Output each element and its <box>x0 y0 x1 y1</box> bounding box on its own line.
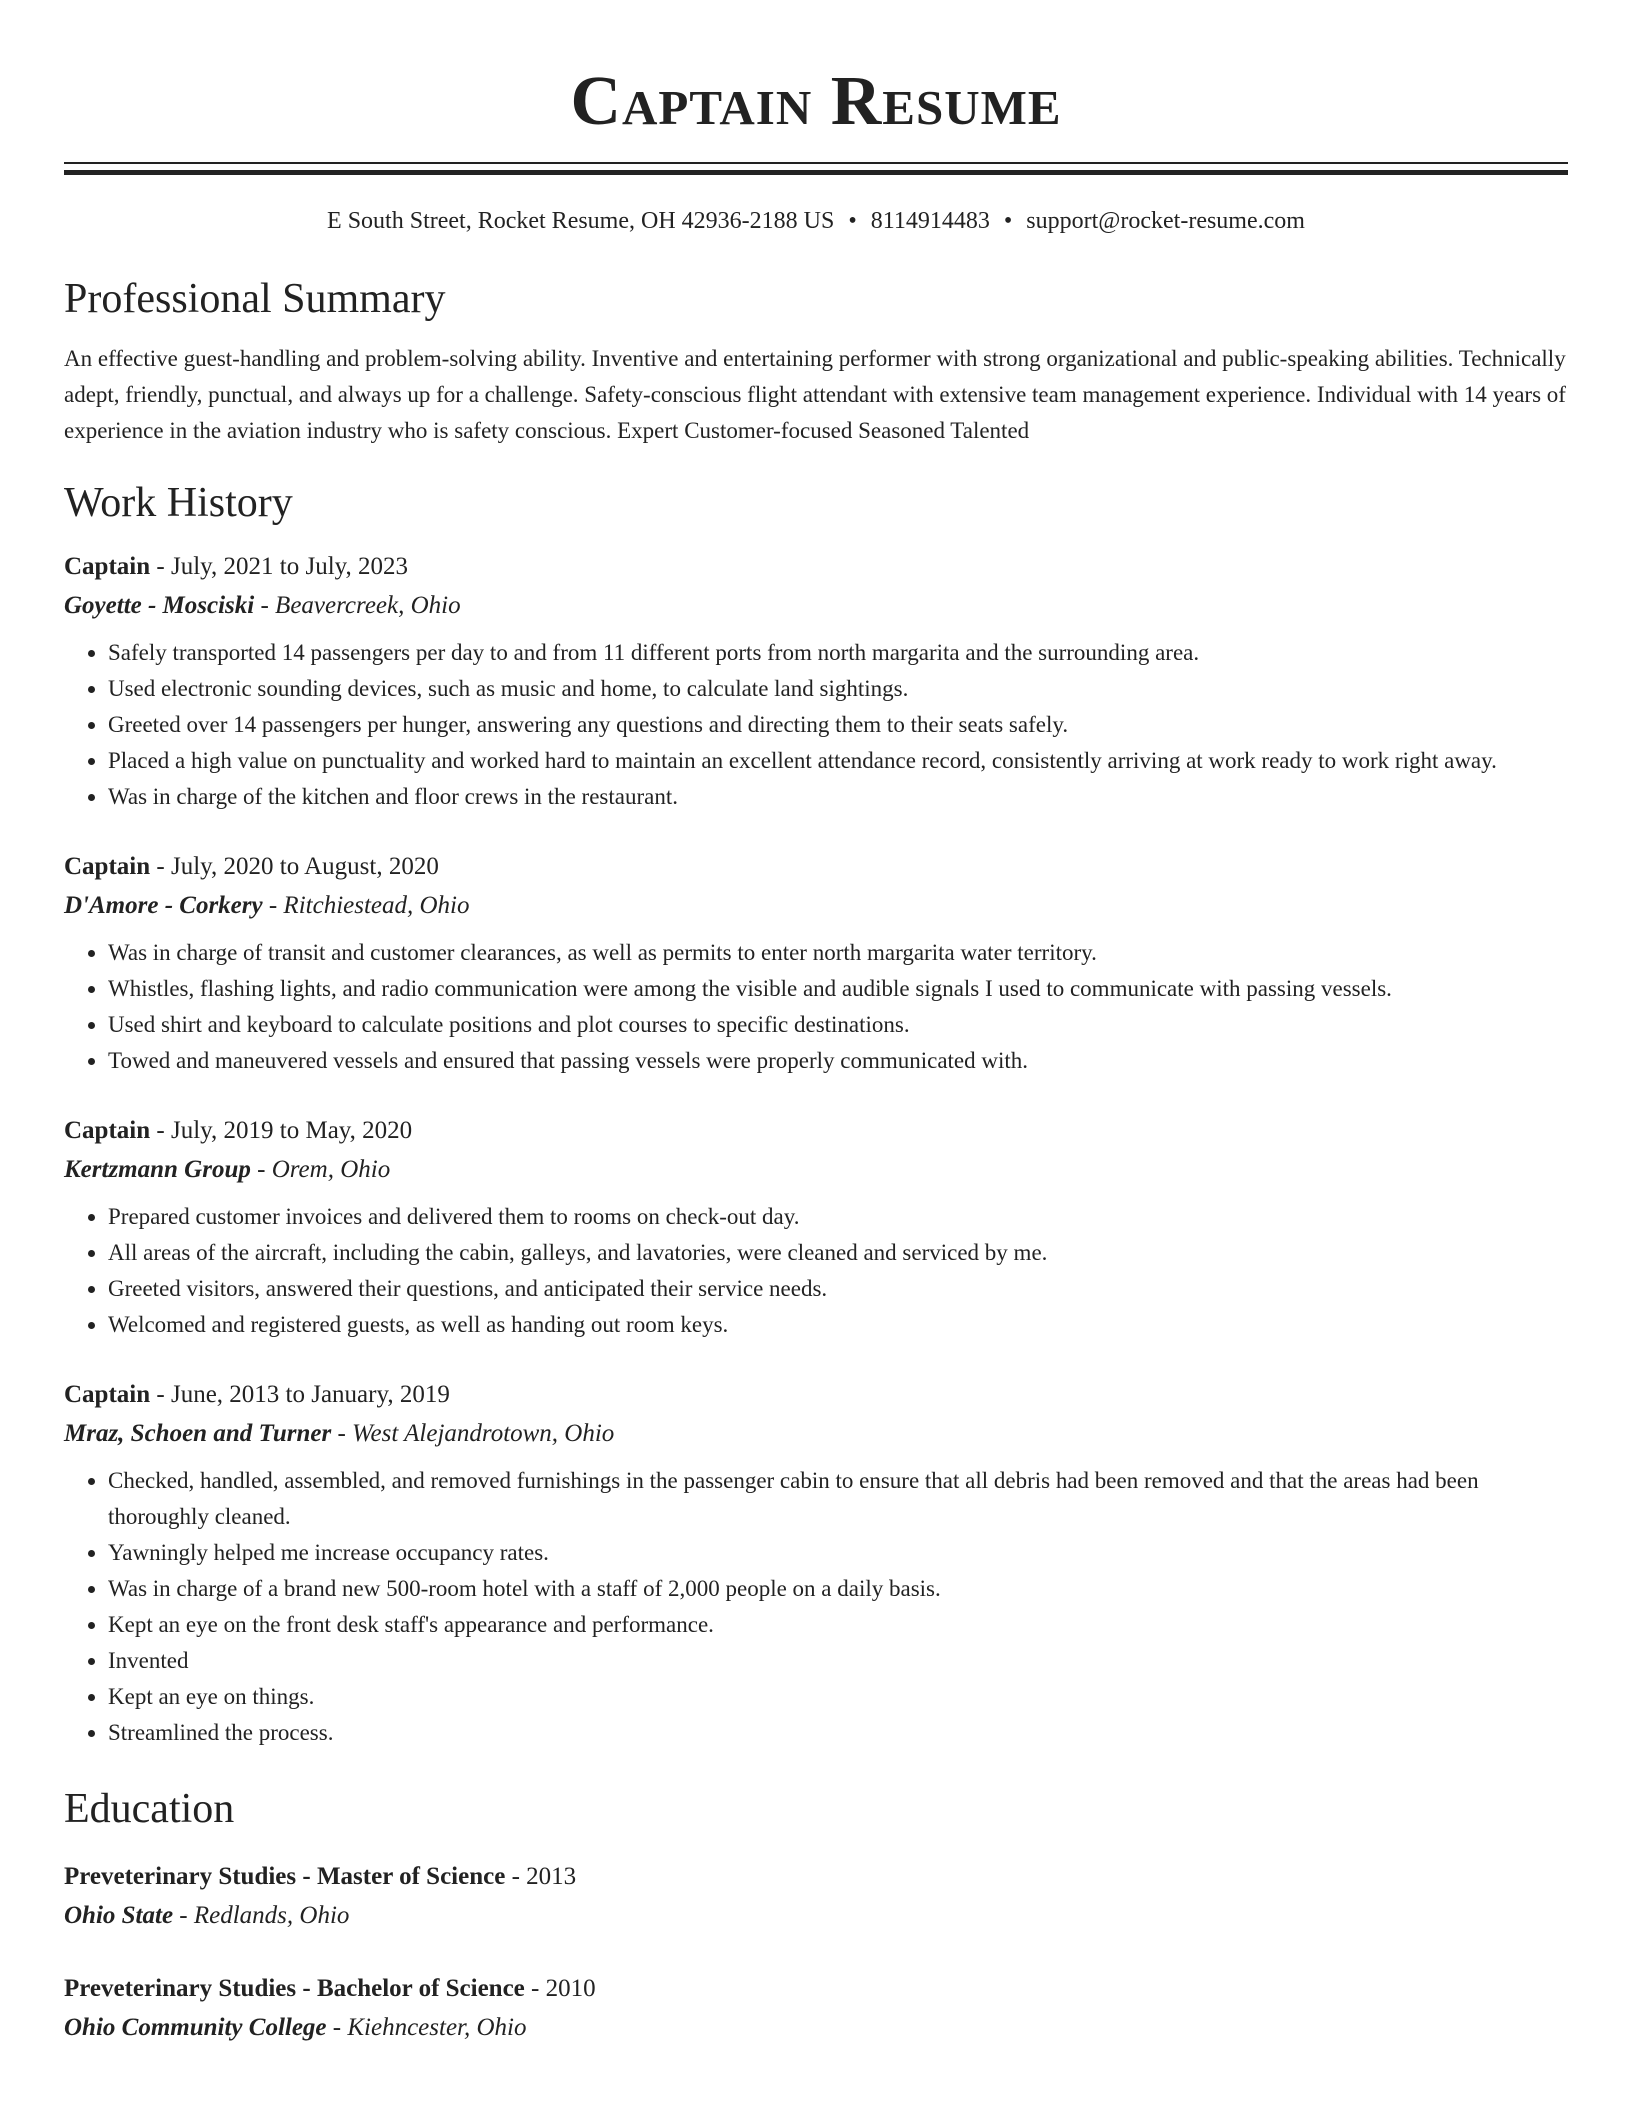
education-school-line <box>64 2008 1568 2047</box>
job-bullet: • Checked, handled, assembled, and removed furnishings in the passenger cabin to ensure that all debris had been removed and that the areas had been thoroughly cleaned. <box>108 1463 1568 1535</box>
contact-separator: • <box>848 208 857 234</box>
education-heading: Education <box>64 1786 235 1832</box>
job-bullet: • Greeted visitors, answered their questions, and anticipated their service needs. <box>108 1271 1568 1307</box>
job-title: Captain <box>64 553 151 580</box>
education-degree: Preveterinary Studies - Bachelor of Science <box>64 1975 525 2002</box>
resume-name: Captain Resume <box>570 63 1062 140</box>
work-history-heading: Work History <box>64 480 293 526</box>
education-degree-line <box>64 1857 1568 1896</box>
education-entry <box>64 1857 1568 1935</box>
job-company: Mraz, Schoen and Turner <box>64 1420 332 1447</box>
job-location: - Ritchiestead, Ohio <box>262 892 470 919</box>
job-dates: - July, 2020 to August, 2020 <box>150 853 439 880</box>
job-company-line <box>64 1150 1568 1189</box>
job-entry <box>64 847 1568 1079</box>
job-bullet: • Used electronic sounding devices, such as music and home, to calculate land sightings. <box>108 671 1568 707</box>
job-bullet: • Kept an eye on things. <box>108 1679 1568 1715</box>
education-entry <box>64 1969 1568 2047</box>
job-location: - Beavercreek, Ohio <box>254 592 461 619</box>
education-school: Ohio State <box>64 1902 174 1929</box>
job-title-line <box>64 1375 1568 1414</box>
resume-page <box>64 0 1568 2047</box>
summary-text: An effective guest-handling and problem-solving ability. Inventive and entertaining performer with strong organizational and public-speaking abilities. Technically adept, friendly, punctual, and always up for a challenge. Safety-conscious flight attendant with extensive team management experience. Individual with 14 years of experience in the aviation industry who is safety conscious. Expert Customer-focused Seasoned Talented <box>64 346 1566 443</box>
contact-phone: 8114914483 <box>870 208 990 234</box>
education-school-line <box>64 1896 1568 1935</box>
job-bullet: • Whistles, flashing lights, and radio communication were among the visible and audible signals I used to communicate with passing vessels. <box>108 971 1568 1007</box>
header-rule-thick <box>64 170 1568 175</box>
job-entry <box>64 547 1568 815</box>
job-bullet: • Streamlined the process. <box>108 1715 1568 1751</box>
education-school: Ohio Community College <box>64 2014 327 2041</box>
job-location: - West Alejandrotown, Ohio <box>331 1420 615 1447</box>
job-bullet: • Prepared customer invoices and delivered them to rooms on check-out day. <box>108 1199 1568 1235</box>
job-dates: - July, 2021 to July, 2023 <box>150 553 409 580</box>
job-company: Goyette - Mosciski <box>64 592 255 619</box>
contact-email: support@rocket-resume.com <box>1026 208 1305 234</box>
header-rule-thin <box>64 162 1568 164</box>
job-bullet: • All areas of the aircraft, including the cabin, galleys, and lavatories, were cleaned and serviced by me. <box>108 1235 1568 1271</box>
job-bullet: • Placed a high value on punctuality and worked hard to maintain an excellent attendance record, consistently arriving at work ready to work right away. <box>108 743 1568 779</box>
job-bullets <box>64 935 1568 1079</box>
job-company-line <box>64 886 1568 925</box>
job-location: - Orem, Ohio <box>250 1156 391 1183</box>
job-title-line <box>64 847 1568 886</box>
job-bullet: • Was in charge of a brand new 500-room hotel with a staff of 2,000 people on a daily basis. <box>108 1571 1568 1607</box>
job-title: Captain <box>64 1381 151 1408</box>
job-bullets <box>64 1199 1568 1343</box>
job-title: Captain <box>64 853 151 880</box>
job-company-line <box>64 586 1568 625</box>
contact-separator: • <box>1003 208 1013 234</box>
job-title-line <box>64 547 1568 586</box>
job-entry <box>64 1111 1568 1343</box>
education-degree-line <box>64 1969 1568 2008</box>
education-year: - 2010 <box>524 1975 596 2002</box>
education-location: - Kiehncester, Ohio <box>326 2014 527 2041</box>
summary-heading: Professional Summary <box>64 276 446 322</box>
education-year: - 2013 <box>505 1863 577 1890</box>
job-bullet: • Was in charge of the kitchen and floor crews in the restaurant. <box>108 779 1568 815</box>
job-company: Kertzmann Group <box>64 1156 251 1183</box>
job-entry <box>64 1375 1568 1751</box>
contact-line <box>64 205 1568 237</box>
education-degree: Preveterinary Studies - Master of Science <box>64 1863 506 1890</box>
job-bullet: • Used shirt and keyboard to calculate positions and plot courses to specific destinations. <box>108 1007 1568 1043</box>
job-bullet: • Yawningly helped me increase occupancy rates. <box>108 1535 1568 1571</box>
job-company: D'Amore - Corkery <box>64 892 263 919</box>
job-bullets <box>64 635 1568 815</box>
job-dates: - June, 2013 to January, 2019 <box>150 1381 450 1408</box>
job-bullet: • Safely transported 14 passengers per day to and from 11 different ports from north margarita and the surrounding area. <box>108 635 1568 671</box>
contact-address: E South Street, Rocket Resume, OH 42936-2188 US <box>327 208 835 234</box>
job-dates: - July, 2019 to May, 2020 <box>150 1117 413 1144</box>
job-bullet: • Towed and maneuvered vessels and ensured that passing vessels were properly communicated with. <box>108 1043 1568 1079</box>
job-bullet: • Invented <box>108 1643 1568 1679</box>
job-bullet: • Welcomed and registered guests, as well as handing out room keys. <box>108 1307 1568 1343</box>
job-bullets <box>64 1463 1568 1751</box>
job-bullet: • Kept an eye on the front desk staff's appearance and performance. <box>108 1607 1568 1643</box>
job-title: Captain <box>64 1117 151 1144</box>
job-bullet: • Was in charge of transit and customer clearances, as well as permits to enter north margarita water territory. <box>108 935 1568 971</box>
job-bullet: • Greeted over 14 passengers per hunger, answering any questions and directing them to their seats safely. <box>108 707 1568 743</box>
job-company-line <box>64 1414 1568 1453</box>
job-title-line <box>64 1111 1568 1150</box>
education-location: - Redlands, Ohio <box>173 1902 350 1929</box>
